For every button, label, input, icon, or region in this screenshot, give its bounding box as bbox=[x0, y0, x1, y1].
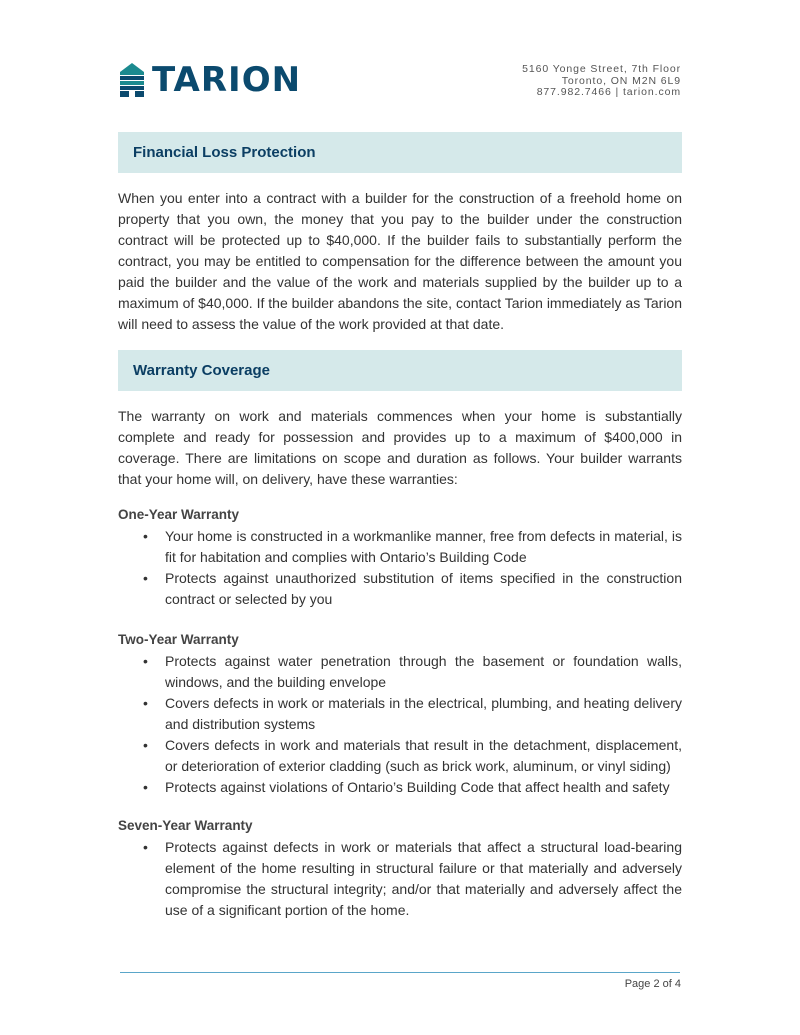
bullet-icon: • bbox=[143, 570, 148, 586]
list-item: • Covers defects in work and materials that result in the detachment, displacement, or deterioration of exterior cladding (such as brick work, aluminum, or vinyl siding) bbox=[143, 737, 682, 774]
one-year-list bbox=[118, 526, 682, 610]
list-item: • Protects against water penetration through the basement or foundation walls, windows, and the building envelope bbox=[143, 653, 682, 690]
section-title: Financial Loss Protection bbox=[133, 144, 316, 161]
bullet-icon: • bbox=[143, 653, 148, 669]
list-item: • Protects against violations of Ontario’s Building Code that affect health and safety bbox=[118, 777, 682, 798]
address-block bbox=[522, 64, 681, 99]
two-year-heading: Two-Year Warranty bbox=[118, 632, 239, 647]
footer-divider bbox=[120, 972, 680, 973]
section-header-warranty bbox=[118, 350, 682, 391]
bullet-icon: • bbox=[143, 695, 148, 711]
bullet-icon: • bbox=[143, 839, 148, 855]
page-number: Page 2 of 4 bbox=[624, 978, 681, 990]
list-item: • Protects against defects in work or materials that affect a structural load-bearing element of the home resulting in structural failure or that materially and adversely compromise the structural integrity; and/or that materially and adversely affect the use of a significant portion of the home. bbox=[143, 839, 682, 918]
bullet-icon: • bbox=[143, 528, 148, 544]
bullet-icon: • bbox=[143, 779, 148, 795]
logo-wordmark: TARION bbox=[152, 60, 302, 100]
seven-year-heading: Seven-Year Warranty bbox=[118, 818, 253, 833]
two-year-list bbox=[118, 651, 682, 798]
tarion-logo bbox=[120, 62, 301, 98]
section-title: Warranty Coverage bbox=[133, 362, 270, 379]
bullet-icon: • bbox=[143, 737, 148, 753]
seven-year-list bbox=[118, 837, 682, 921]
one-year-heading: One-Year Warranty bbox=[118, 507, 240, 522]
address-street: 5160 Yonge Street, 7th Floor bbox=[522, 63, 681, 75]
financial-paragraph: When you enter into a contract with a builder for the construction of a freehold home on property that you own, the money that you pay to the builder under the construction contract will be protected up to $40,000. If the builder fails to substantially perform the contract, you may be entitled to compensation for the difference between the amount you paid the builder and the value of the work and materials supplied by the builder up to a maximum of $40,000. If the builder abandons the site, contact Tarion immediately as Tarion will need to assess the value of the work provided at that date. bbox=[118, 190, 682, 332]
list-item: • Your home is constructed in a workmanlike manner, free from defects in material, is fit for habitation and complies with Ontario’s Building Code bbox=[143, 528, 682, 565]
list-item: • Protects against unauthorized substitution of items specified in the construction contract or selected by you bbox=[143, 570, 682, 607]
address-contact: 877.982.7466 | tarion.com bbox=[536, 86, 681, 98]
section-header-financial bbox=[118, 132, 682, 173]
list-item: • Covers defects in work or materials in the electrical, plumbing, and heating delivery and distribution systems bbox=[143, 695, 682, 732]
warranty-paragraph: The warranty on work and materials commences when your home is substantially complete and ready for possession and provides up to a maximum of $400,000 in coverage. There are limitations on scope and duration as follows. Your builder warrants that your home will, on delivery, have these warranties: bbox=[118, 408, 682, 487]
house-icon bbox=[120, 63, 144, 97]
address-city: Toronto, ON M2N 6L9 bbox=[561, 74, 681, 87]
